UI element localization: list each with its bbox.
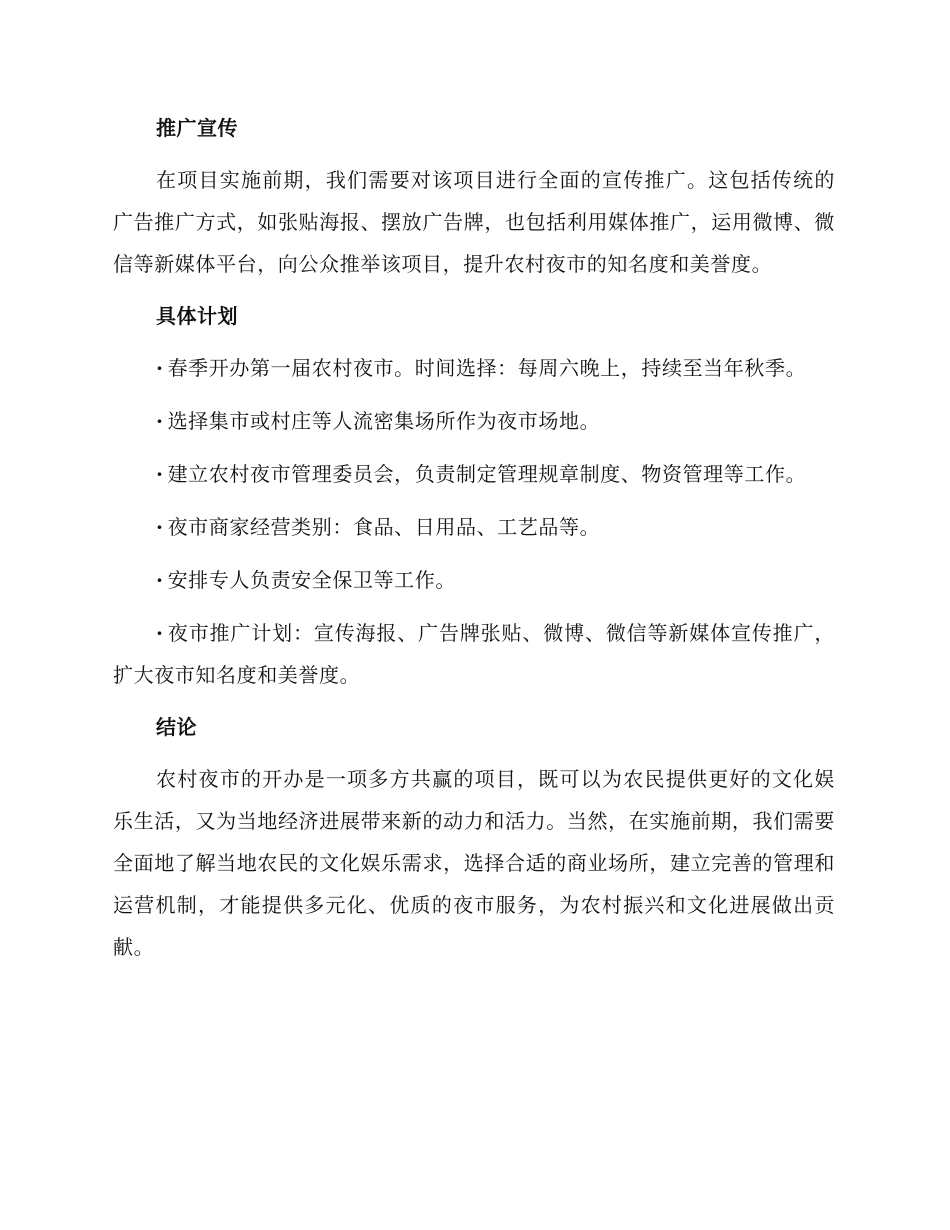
- plan-bullet-text: 夜市商家经营类别：食品、日用品、工艺品等。: [167, 515, 601, 539]
- bullet-dot-icon: ·: [156, 568, 164, 592]
- bullet-dot-icon: ·: [156, 621, 164, 645]
- section-heading-plan: 具体计划: [156, 304, 238, 328]
- bullet-dot-icon: ·: [156, 409, 164, 433]
- plan-bullet-text: 春季开办第一届农村夜市。时间选择：每周六晚上，持续至当年秋季。: [167, 356, 807, 380]
- bullet-dot-icon: ·: [156, 462, 164, 486]
- promotion-paragraph: 在项目实施前期，我们需要对该项目进行全面的宣传推广。这包括传统的广告推广方式，如张贴海报、摆放广告牌，也包括利用媒体推广，运用微博、微信等新媒体平台，向公众推举该项目，提升农村夜市的知名度和美誉度。: [113, 168, 835, 276]
- plan-bullet-item: [113, 453, 835, 495]
- plan-bullet-item: [113, 506, 835, 548]
- plan-bullet-item: [113, 400, 835, 442]
- plan-bullet-text: 夜市推广计划：宣传海报、广告牌张贴、微博、微信等新媒体宣传推广，扩大夜市知名度和美誉度。: [113, 621, 835, 687]
- conclusion-paragraph: 农村夜市的开办是一项多方共赢的项目，既可以为农民提供更好的文化娱乐生活，又为当地经济进展带来新的动力和活力。当然，在实施前期，我们需要全面地了解当地农民的文化娱乐需求，选择合适的商业场所，建立完善的管理和运营机制，才能提供多元化、优质的夜市服务，为农村振兴和文化进展做出贡献。: [113, 767, 835, 959]
- section-heading-conclusion: 结论: [156, 715, 197, 739]
- plan-bullet-item: [113, 612, 835, 696]
- plan-bullet-item: [113, 347, 835, 389]
- plan-bullet-text: 建立农村夜市管理委员会，负责制定管理规章制度、物资管理等工作。: [167, 462, 807, 486]
- plan-bullet-text: 安排专人负责安全保卫等工作。: [167, 568, 456, 592]
- plan-bullet-text: 选择集市或村庄等人流密集场所作为夜市场地。: [167, 409, 601, 433]
- bullet-dot-icon: ·: [156, 515, 164, 539]
- bullet-dot-icon: ·: [156, 356, 164, 380]
- plan-bullet-item: [113, 559, 835, 601]
- document-page: [113, 108, 835, 979]
- section-heading-promotion: 推广宣传: [156, 116, 238, 140]
